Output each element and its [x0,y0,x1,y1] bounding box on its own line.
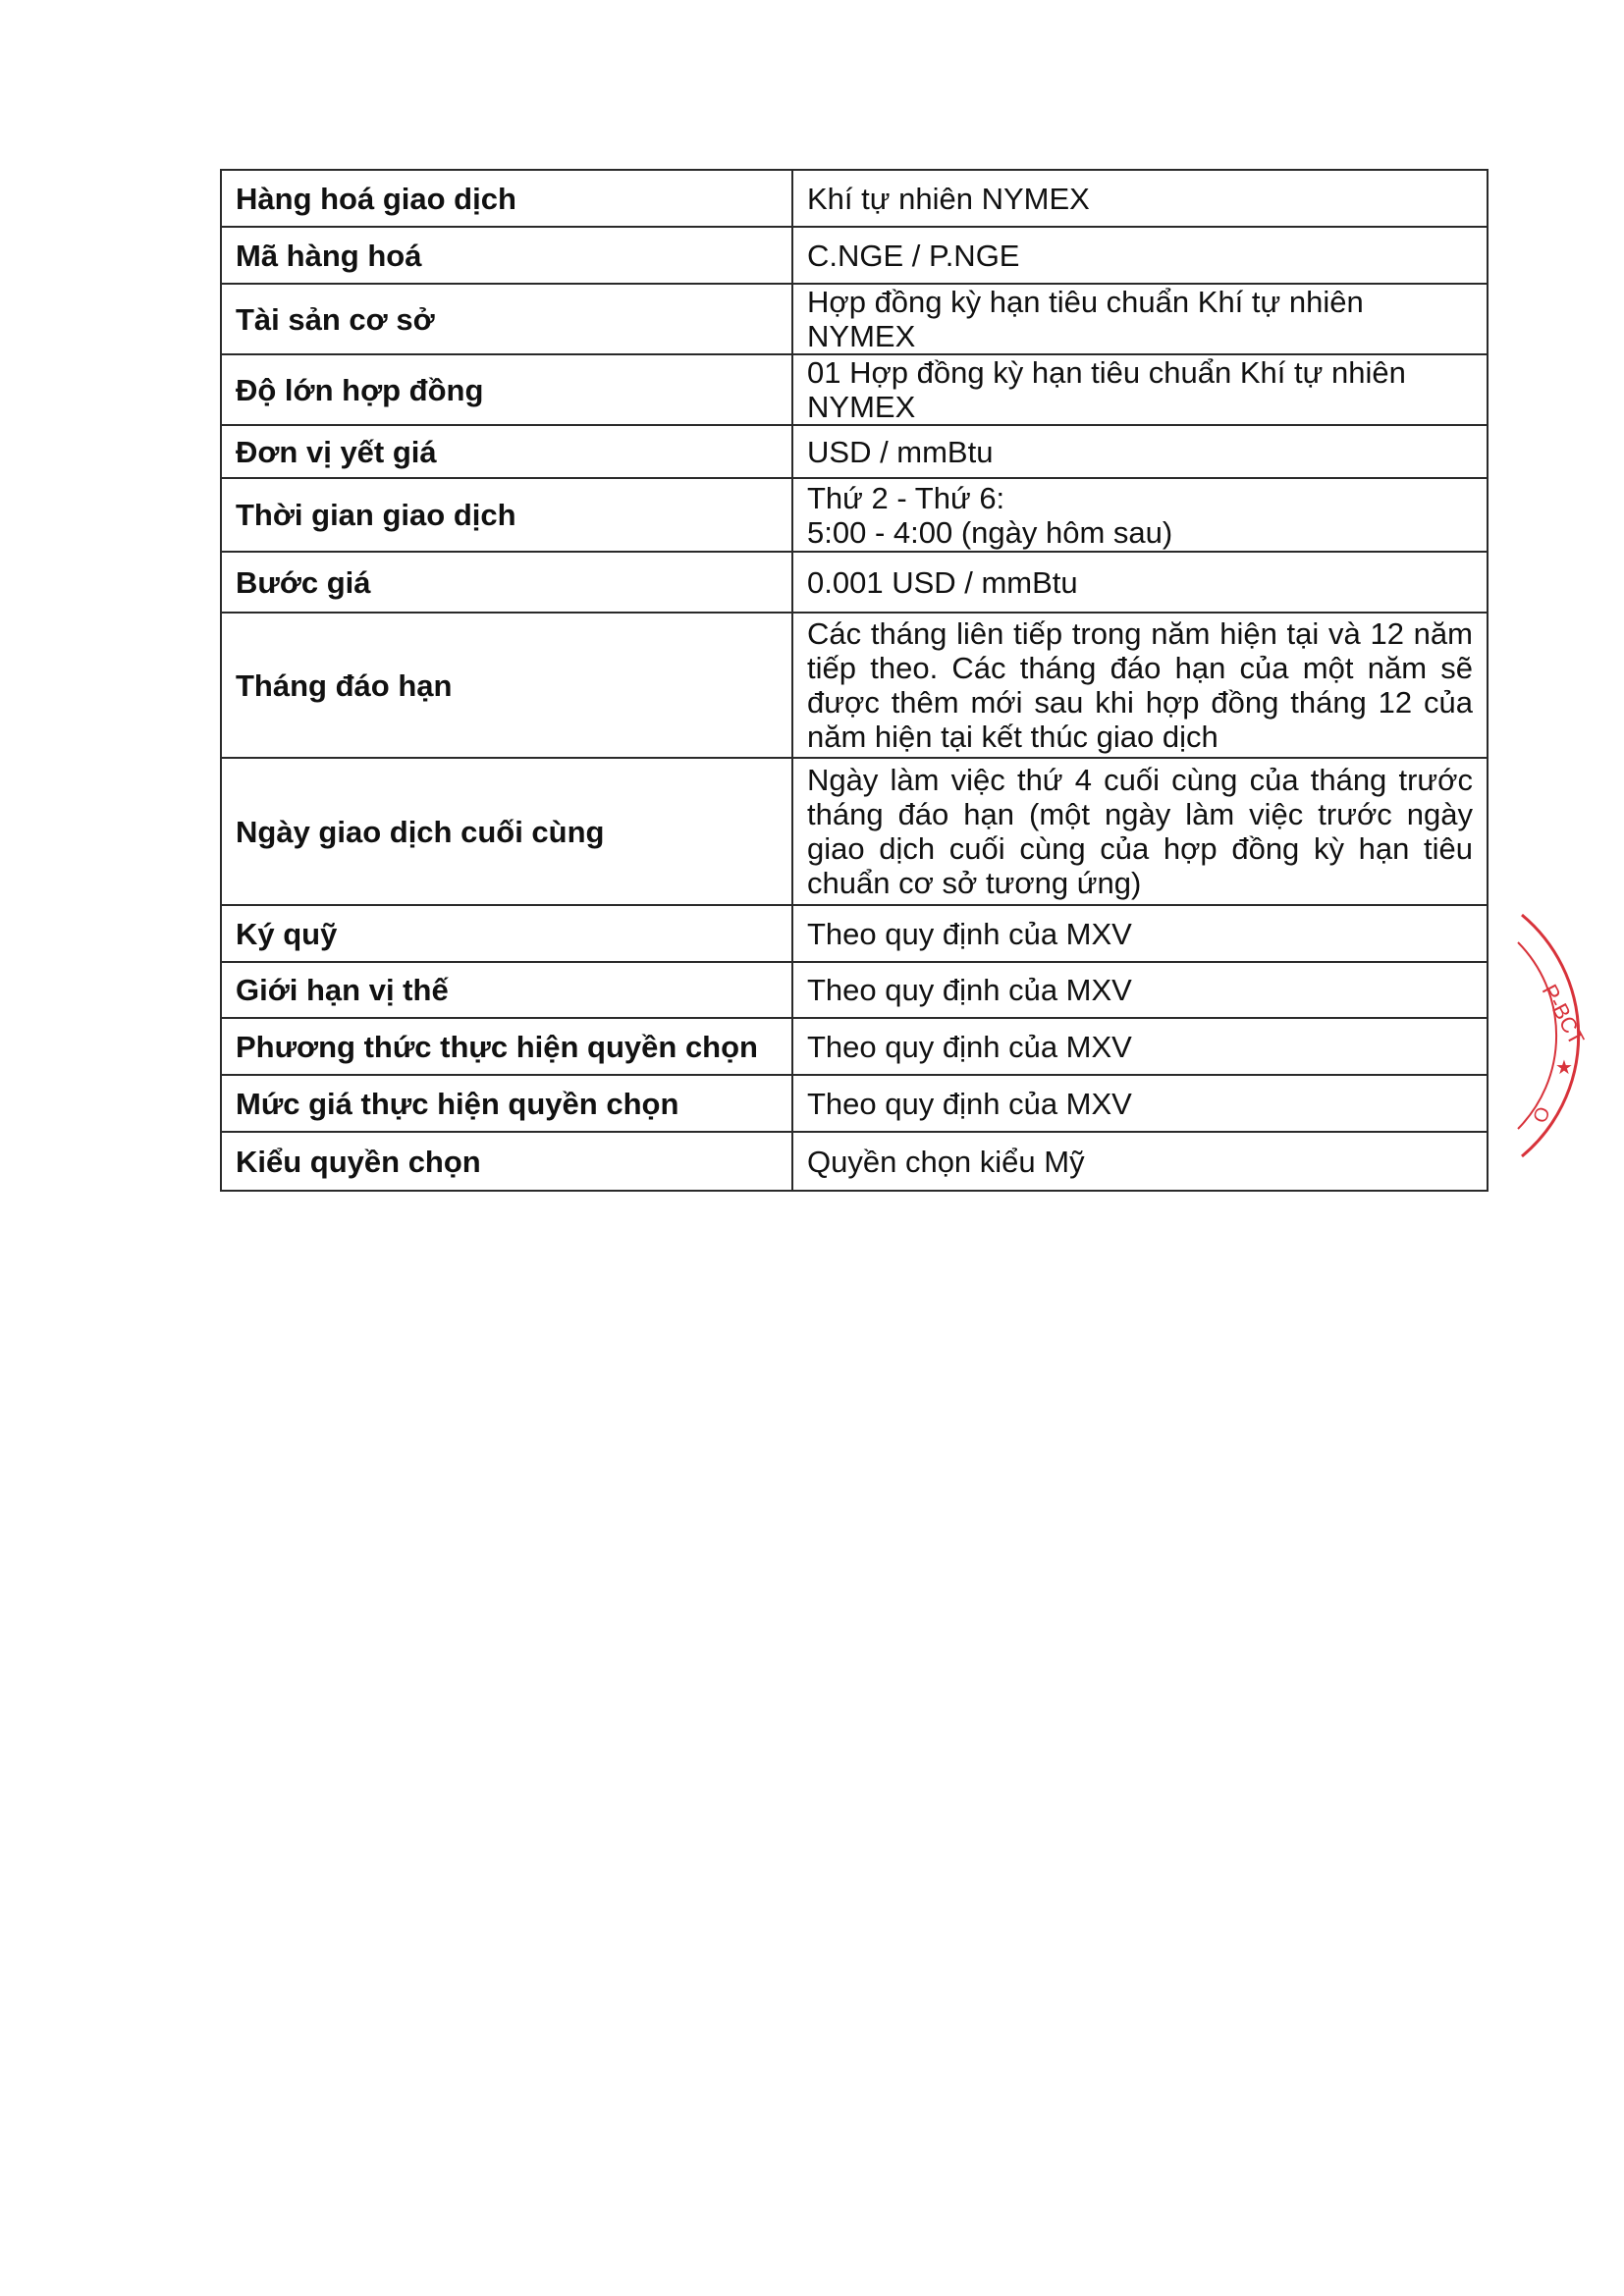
table-row [221,170,1488,227]
table-row [221,354,1488,425]
table-row [221,425,1488,478]
row-value: Quyền chọn kiểu Mỹ [792,1132,1488,1191]
row-label: Hàng hoá giao dịch [221,170,792,227]
row-label: Kiểu quyền chọn [221,1132,792,1191]
table-row [221,613,1488,758]
row-value: USD / mmBtu [792,425,1488,478]
stamp-text: P-BCT [1537,980,1590,1049]
row-label: Ngày giao dịch cuối cùng [221,758,792,905]
table-row [221,284,1488,354]
table-row [221,478,1488,552]
row-value: Khí tự nhiên NYMEX [792,170,1488,227]
contract-spec-table [220,169,1489,1192]
row-label: Mức giá thực hiện quyền chọn [221,1075,792,1132]
row-label: Thời gian giao dịch [221,478,792,552]
table-row [221,758,1488,905]
table-row [221,962,1488,1018]
row-label: Giới hạn vị thế [221,962,792,1018]
row-label: Bước giá [221,552,792,613]
table-row [221,1018,1488,1075]
row-label: Độ lớn hợp đồng [221,354,792,425]
row-label: Ký quỹ [221,905,792,962]
row-value: 01 Hợp đồng kỳ hạn tiêu chuẩn Khí tự nhiên NYMEX [792,354,1488,425]
table-row [221,1075,1488,1132]
table-row [221,905,1488,962]
row-value: C.NGE / P.NGE [792,227,1488,284]
stamp-text: O [1527,1103,1553,1126]
row-value: Theo quy định của MXV [792,905,1488,962]
row-value-line: Thứ 2 - Thứ 6: [807,480,1005,515]
row-label: Tài sản cơ sở [221,284,792,354]
star-icon: ★ [1555,1055,1573,1079]
row-label: Tháng đáo hạn [221,613,792,758]
row-value: Ngày làm việc thứ 4 cuối cùng của tháng trước tháng đáo hạn (một ngày làm việc trước ngày giao dịch cuối cùng của hợp đồng kỳ hạn tiêu chuẩn cơ sở tương ứng) [792,758,1488,905]
official-seal-stamp [1516,913,1624,1158]
table-row [221,552,1488,613]
row-value-line: 5:00 - 4:00 (ngày hôm sau) [807,514,1173,550]
row-value: Hợp đồng kỳ hạn tiêu chuẩn Khí tự nhiên NYMEX [792,284,1488,354]
row-value: 0.001 USD / mmBtu [792,552,1488,613]
row-value: Các tháng liên tiếp trong năm hiện tại và 12 năm tiếp theo. Các tháng đáo hạn của một năm sẽ được thêm mới sau khi hợp đồng tháng 12 của năm hiện tại kết thúc giao dịch [792,613,1488,758]
row-label: Phương thức thực hiện quyền chọn [221,1018,792,1075]
table-row [221,227,1488,284]
table-row [221,1132,1488,1191]
row-label: Mã hàng hoá [221,227,792,284]
row-value [792,478,1488,552]
row-value: Theo quy định của MXV [792,1075,1488,1132]
row-value: Theo quy định của MXV [792,1018,1488,1075]
row-value: Theo quy định của MXV [792,962,1488,1018]
row-label: Đơn vị yết giá [221,425,792,478]
